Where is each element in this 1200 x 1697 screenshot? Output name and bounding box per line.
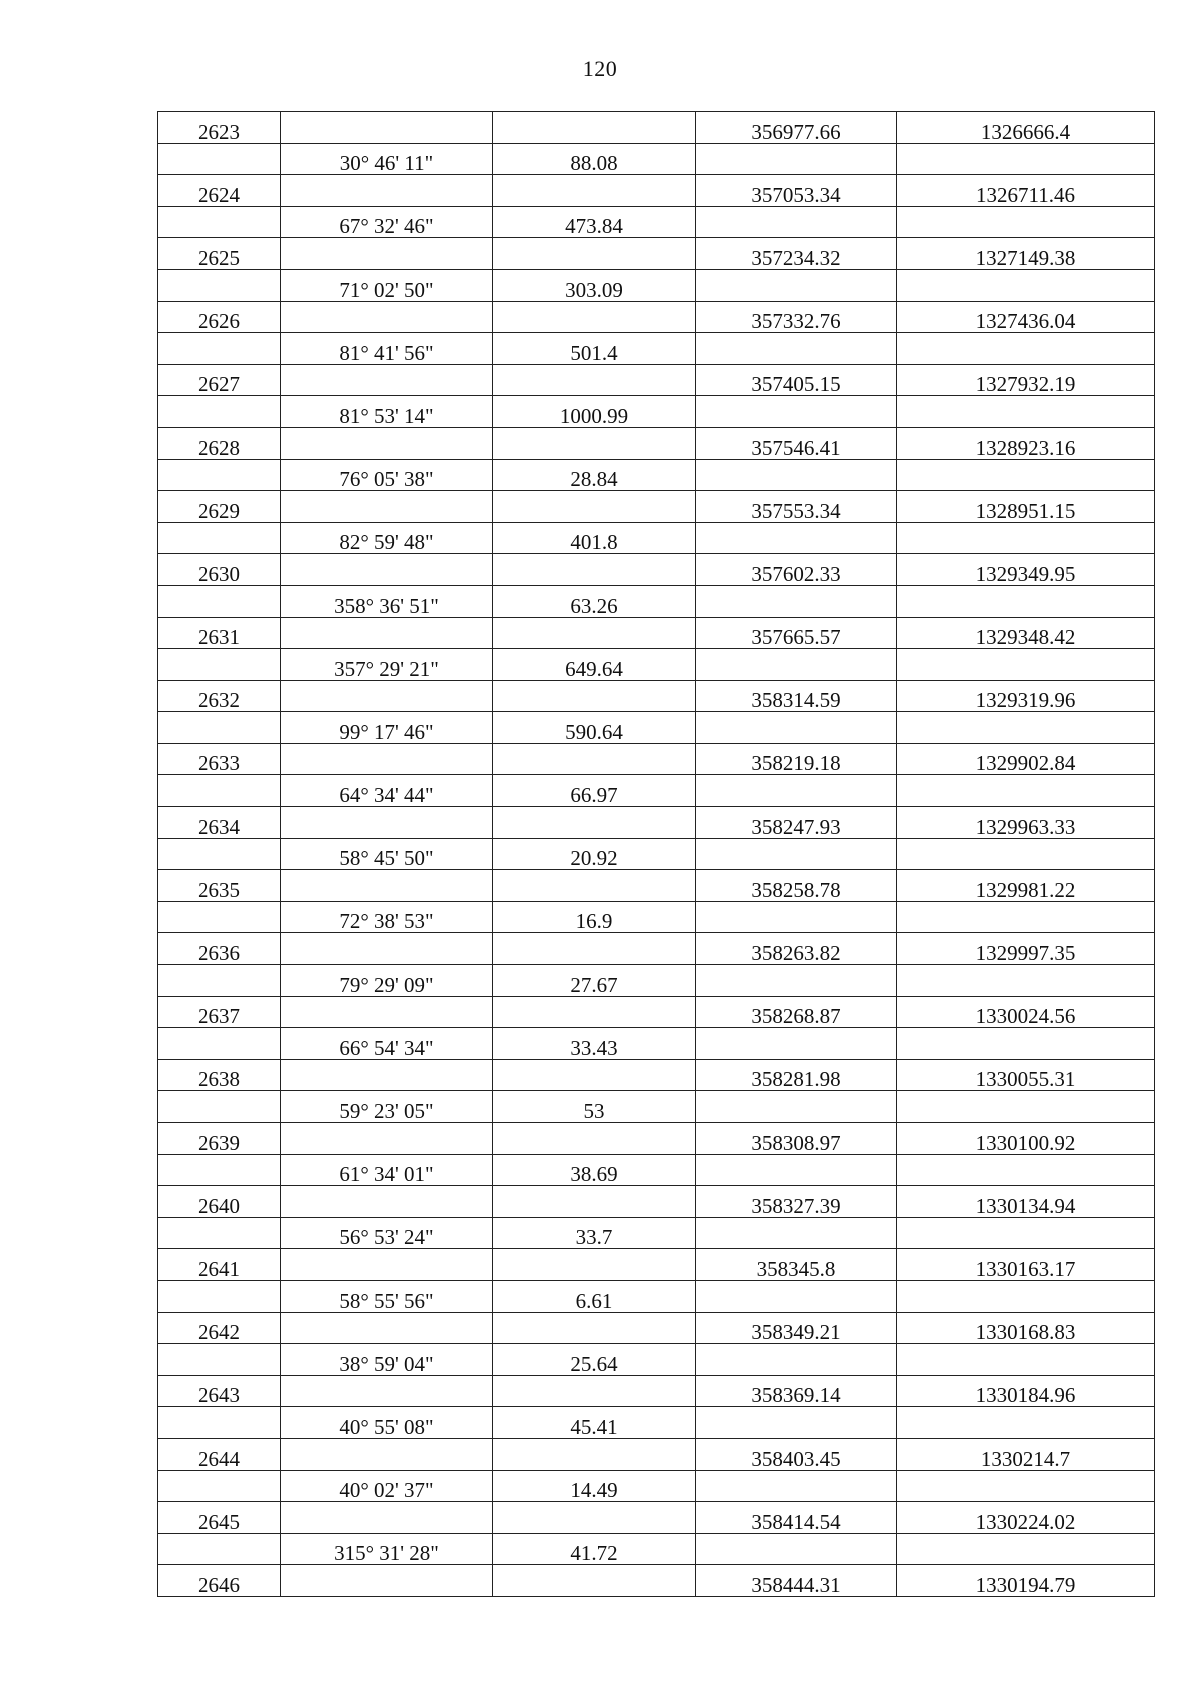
- bearing-angle-cell: 79° 29' 09": [281, 965, 493, 997]
- distance-cell: 53: [493, 1091, 696, 1123]
- empty-cell: [897, 1091, 1155, 1123]
- empty-cell: [493, 175, 696, 207]
- empty-cell: [281, 807, 493, 839]
- x-coordinate-cell: 358444.31: [696, 1565, 897, 1597]
- distance-cell: 590.64: [493, 712, 696, 744]
- bearing-angle-cell: 30° 46' 11": [281, 143, 493, 175]
- point-number-cell: 2645: [158, 1502, 281, 1534]
- empty-cell: [281, 175, 493, 207]
- distance-cell: 1000.99: [493, 396, 696, 428]
- bearing-angle-cell: 61° 34' 01": [281, 1154, 493, 1186]
- point-row: [158, 680, 1155, 712]
- empty-cell: [897, 775, 1155, 807]
- point-row: [158, 1565, 1155, 1597]
- segment-row: [158, 1154, 1155, 1186]
- coordinates-table-body: [158, 112, 1155, 1597]
- distance-cell: 6.61: [493, 1280, 696, 1312]
- coordinates-table: [157, 111, 1155, 1597]
- empty-cell: [281, 1059, 493, 1091]
- bearing-angle-cell: 56° 53' 24": [281, 1217, 493, 1249]
- y-coordinate-cell: 1329997.35: [897, 933, 1155, 965]
- empty-cell: [493, 427, 696, 459]
- empty-cell: [696, 649, 897, 681]
- bearing-angle-cell: 358° 36' 51": [281, 585, 493, 617]
- point-row: [158, 364, 1155, 396]
- distance-cell: 473.84: [493, 206, 696, 238]
- y-coordinate-cell: 1330163.17: [897, 1249, 1155, 1281]
- x-coordinate-cell: 358314.59: [696, 680, 897, 712]
- bearing-angle-cell: 58° 55' 56": [281, 1280, 493, 1312]
- empty-cell: [493, 301, 696, 333]
- segment-row: [158, 1280, 1155, 1312]
- empty-cell: [158, 775, 281, 807]
- point-number-cell: 2631: [158, 617, 281, 649]
- distance-cell: 63.26: [493, 585, 696, 617]
- empty-cell: [158, 1091, 281, 1123]
- y-coordinate-cell: 1329319.96: [897, 680, 1155, 712]
- empty-cell: [158, 1470, 281, 1502]
- empty-cell: [281, 1312, 493, 1344]
- distance-cell: 28.84: [493, 459, 696, 491]
- point-row: [158, 743, 1155, 775]
- x-coordinate-cell: 358403.45: [696, 1438, 897, 1470]
- empty-cell: [158, 965, 281, 997]
- point-row: [158, 1123, 1155, 1155]
- empty-cell: [281, 238, 493, 270]
- point-row: [158, 301, 1155, 333]
- point-row: [158, 1312, 1155, 1344]
- y-coordinate-cell: 1329981.22: [897, 870, 1155, 902]
- segment-row: [158, 965, 1155, 997]
- point-row: [158, 1375, 1155, 1407]
- x-coordinate-cell: 357332.76: [696, 301, 897, 333]
- y-coordinate-cell: 1330224.02: [897, 1502, 1155, 1534]
- empty-cell: [897, 1154, 1155, 1186]
- x-coordinate-cell: 357602.33: [696, 554, 897, 586]
- bearing-angle-cell: 64° 34' 44": [281, 775, 493, 807]
- empty-cell: [897, 459, 1155, 491]
- bearing-angle-cell: 66° 54' 34": [281, 1028, 493, 1060]
- segment-row: [158, 1407, 1155, 1439]
- empty-cell: [897, 1028, 1155, 1060]
- distance-cell: 33.7: [493, 1217, 696, 1249]
- point-number-cell: 2634: [158, 807, 281, 839]
- bearing-angle-cell: 40° 02' 37": [281, 1470, 493, 1502]
- point-number-cell: 2629: [158, 491, 281, 523]
- empty-cell: [158, 838, 281, 870]
- empty-cell: [158, 522, 281, 554]
- empty-cell: [493, 554, 696, 586]
- empty-cell: [281, 617, 493, 649]
- point-number-cell: 2623: [158, 112, 281, 144]
- segment-row: [158, 1028, 1155, 1060]
- y-coordinate-cell: 1328951.15: [897, 491, 1155, 523]
- segment-row: [158, 333, 1155, 365]
- empty-cell: [281, 1438, 493, 1470]
- x-coordinate-cell: 358349.21: [696, 1312, 897, 1344]
- empty-cell: [158, 1344, 281, 1376]
- segment-row: [158, 1344, 1155, 1376]
- point-row: [158, 807, 1155, 839]
- x-coordinate-cell: 358414.54: [696, 1502, 897, 1534]
- x-coordinate-cell: 358268.87: [696, 996, 897, 1028]
- empty-cell: [493, 807, 696, 839]
- point-number-cell: 2625: [158, 238, 281, 270]
- point-row: [158, 238, 1155, 270]
- empty-cell: [696, 585, 897, 617]
- empty-cell: [493, 617, 696, 649]
- point-number-cell: 2636: [158, 933, 281, 965]
- x-coordinate-cell: 357234.32: [696, 238, 897, 270]
- x-coordinate-cell: 356977.66: [696, 112, 897, 144]
- empty-cell: [696, 1154, 897, 1186]
- empty-cell: [281, 933, 493, 965]
- empty-cell: [696, 143, 897, 175]
- distance-cell: 66.97: [493, 775, 696, 807]
- point-row: [158, 1186, 1155, 1218]
- empty-cell: [281, 1565, 493, 1597]
- empty-cell: [158, 901, 281, 933]
- bearing-angle-cell: 67° 32' 46": [281, 206, 493, 238]
- y-coordinate-cell: 1330168.83: [897, 1312, 1155, 1344]
- point-number-cell: 2644: [158, 1438, 281, 1470]
- empty-cell: [158, 269, 281, 301]
- y-coordinate-cell: 1330184.96: [897, 1375, 1155, 1407]
- empty-cell: [897, 1280, 1155, 1312]
- x-coordinate-cell: 357665.57: [696, 617, 897, 649]
- x-coordinate-cell: 358327.39: [696, 1186, 897, 1218]
- empty-cell: [493, 491, 696, 523]
- y-coordinate-cell: 1329902.84: [897, 743, 1155, 775]
- distance-cell: 27.67: [493, 965, 696, 997]
- distance-cell: 33.43: [493, 1028, 696, 1060]
- empty-cell: [493, 1565, 696, 1597]
- y-coordinate-cell: 1330134.94: [897, 1186, 1155, 1218]
- y-coordinate-cell: 1330194.79: [897, 1565, 1155, 1597]
- empty-cell: [696, 1280, 897, 1312]
- bearing-angle-cell: 357° 29' 21": [281, 649, 493, 681]
- empty-cell: [281, 554, 493, 586]
- empty-cell: [696, 965, 897, 997]
- empty-cell: [897, 1533, 1155, 1565]
- empty-cell: [493, 996, 696, 1028]
- bearing-angle-cell: 82° 59' 48": [281, 522, 493, 554]
- empty-cell: [696, 333, 897, 365]
- bearing-angle-cell: 59° 23' 05": [281, 1091, 493, 1123]
- bearing-angle-cell: 40° 55' 08": [281, 1407, 493, 1439]
- empty-cell: [897, 649, 1155, 681]
- segment-row: [158, 1091, 1155, 1123]
- empty-cell: [493, 1186, 696, 1218]
- point-number-cell: 2626: [158, 301, 281, 333]
- empty-cell: [281, 427, 493, 459]
- y-coordinate-cell: 1326711.46: [897, 175, 1155, 207]
- empty-cell: [158, 712, 281, 744]
- empty-cell: [158, 459, 281, 491]
- empty-cell: [493, 680, 696, 712]
- empty-cell: [158, 333, 281, 365]
- empty-cell: [158, 396, 281, 428]
- x-coordinate-cell: 358219.18: [696, 743, 897, 775]
- empty-cell: [158, 1217, 281, 1249]
- empty-cell: [493, 238, 696, 270]
- bearing-angle-cell: 38° 59' 04": [281, 1344, 493, 1376]
- segment-row: [158, 206, 1155, 238]
- distance-cell: 649.64: [493, 649, 696, 681]
- x-coordinate-cell: 358308.97: [696, 1123, 897, 1155]
- point-number-cell: 2633: [158, 743, 281, 775]
- empty-cell: [281, 491, 493, 523]
- y-coordinate-cell: 1328923.16: [897, 427, 1155, 459]
- x-coordinate-cell: 358281.98: [696, 1059, 897, 1091]
- empty-cell: [696, 775, 897, 807]
- point-number-cell: 2643: [158, 1375, 281, 1407]
- point-row: [158, 617, 1155, 649]
- distance-cell: 20.92: [493, 838, 696, 870]
- x-coordinate-cell: 358345.8: [696, 1249, 897, 1281]
- empty-cell: [158, 1407, 281, 1439]
- empty-cell: [696, 459, 897, 491]
- empty-cell: [897, 965, 1155, 997]
- empty-cell: [696, 712, 897, 744]
- empty-cell: [493, 1502, 696, 1534]
- x-coordinate-cell: 357553.34: [696, 491, 897, 523]
- y-coordinate-cell: 1330100.92: [897, 1123, 1155, 1155]
- empty-cell: [281, 1502, 493, 1534]
- y-coordinate-cell: 1327932.19: [897, 364, 1155, 396]
- empty-cell: [897, 1470, 1155, 1502]
- y-coordinate-cell: 1327149.38: [897, 238, 1155, 270]
- distance-cell: 88.08: [493, 143, 696, 175]
- point-number-cell: 2624: [158, 175, 281, 207]
- empty-cell: [158, 1028, 281, 1060]
- x-coordinate-cell: 358369.14: [696, 1375, 897, 1407]
- y-coordinate-cell: 1329348.42: [897, 617, 1155, 649]
- x-coordinate-cell: 358247.93: [696, 807, 897, 839]
- empty-cell: [493, 364, 696, 396]
- point-row: [158, 1502, 1155, 1534]
- x-coordinate-cell: 357053.34: [696, 175, 897, 207]
- empty-cell: [281, 112, 493, 144]
- empty-cell: [493, 1249, 696, 1281]
- point-row: [158, 491, 1155, 523]
- empty-cell: [897, 333, 1155, 365]
- distance-cell: 14.49: [493, 1470, 696, 1502]
- empty-cell: [897, 1217, 1155, 1249]
- point-number-cell: 2641: [158, 1249, 281, 1281]
- point-row: [158, 112, 1155, 144]
- empty-cell: [696, 522, 897, 554]
- point-row: [158, 1059, 1155, 1091]
- bearing-angle-cell: 99° 17' 46": [281, 712, 493, 744]
- empty-cell: [281, 1249, 493, 1281]
- segment-row: [158, 649, 1155, 681]
- empty-cell: [158, 649, 281, 681]
- empty-cell: [897, 522, 1155, 554]
- point-row: [158, 996, 1155, 1028]
- y-coordinate-cell: 1330055.31: [897, 1059, 1155, 1091]
- empty-cell: [696, 206, 897, 238]
- segment-row: [158, 1217, 1155, 1249]
- empty-cell: [493, 1312, 696, 1344]
- segment-row: [158, 901, 1155, 933]
- empty-cell: [493, 112, 696, 144]
- empty-cell: [281, 870, 493, 902]
- empty-cell: [493, 870, 696, 902]
- y-coordinate-cell: 1330214.7: [897, 1438, 1155, 1470]
- empty-cell: [158, 585, 281, 617]
- empty-cell: [158, 206, 281, 238]
- point-number-cell: 2627: [158, 364, 281, 396]
- point-number-cell: 2637: [158, 996, 281, 1028]
- empty-cell: [897, 396, 1155, 428]
- empty-cell: [281, 301, 493, 333]
- y-coordinate-cell: 1329349.95: [897, 554, 1155, 586]
- point-number-cell: 2632: [158, 680, 281, 712]
- empty-cell: [158, 143, 281, 175]
- segment-row: [158, 269, 1155, 301]
- empty-cell: [897, 1407, 1155, 1439]
- point-number-cell: 2638: [158, 1059, 281, 1091]
- y-coordinate-cell: 1330024.56: [897, 996, 1155, 1028]
- empty-cell: [493, 933, 696, 965]
- empty-cell: [897, 901, 1155, 933]
- empty-cell: [696, 1407, 897, 1439]
- distance-cell: 303.09: [493, 269, 696, 301]
- empty-cell: [158, 1533, 281, 1565]
- empty-cell: [281, 680, 493, 712]
- distance-cell: 41.72: [493, 1533, 696, 1565]
- point-number-cell: 2639: [158, 1123, 281, 1155]
- empty-cell: [897, 585, 1155, 617]
- empty-cell: [897, 143, 1155, 175]
- distance-cell: 45.41: [493, 1407, 696, 1439]
- x-coordinate-cell: 357546.41: [696, 427, 897, 459]
- x-coordinate-cell: 357405.15: [696, 364, 897, 396]
- empty-cell: [897, 838, 1155, 870]
- empty-cell: [696, 1344, 897, 1376]
- empty-cell: [696, 1091, 897, 1123]
- empty-cell: [696, 838, 897, 870]
- point-row: [158, 175, 1155, 207]
- distance-cell: 501.4: [493, 333, 696, 365]
- distance-cell: 38.69: [493, 1154, 696, 1186]
- point-number-cell: 2640: [158, 1186, 281, 1218]
- empty-cell: [493, 743, 696, 775]
- segment-row: [158, 1533, 1155, 1565]
- point-number-cell: 2635: [158, 870, 281, 902]
- empty-cell: [897, 269, 1155, 301]
- point-row: [158, 933, 1155, 965]
- empty-cell: [696, 1028, 897, 1060]
- bearing-angle-cell: 315° 31' 28": [281, 1533, 493, 1565]
- point-number-cell: 2642: [158, 1312, 281, 1344]
- empty-cell: [696, 1533, 897, 1565]
- segment-row: [158, 1470, 1155, 1502]
- empty-cell: [281, 1375, 493, 1407]
- distance-cell: 16.9: [493, 901, 696, 933]
- segment-row: [158, 838, 1155, 870]
- x-coordinate-cell: 358263.82: [696, 933, 897, 965]
- bearing-angle-cell: 81° 41' 56": [281, 333, 493, 365]
- segment-row: [158, 143, 1155, 175]
- empty-cell: [281, 743, 493, 775]
- point-number-cell: 2630: [158, 554, 281, 586]
- empty-cell: [493, 1375, 696, 1407]
- bearing-angle-cell: 71° 02' 50": [281, 269, 493, 301]
- empty-cell: [158, 1280, 281, 1312]
- segment-row: [158, 522, 1155, 554]
- empty-cell: [281, 1186, 493, 1218]
- empty-cell: [493, 1123, 696, 1155]
- segment-row: [158, 585, 1155, 617]
- y-coordinate-cell: 1326666.4: [897, 112, 1155, 144]
- page-number: 120: [582, 56, 618, 81]
- empty-cell: [158, 1154, 281, 1186]
- bearing-angle-cell: 72° 38' 53": [281, 901, 493, 933]
- point-row: [158, 427, 1155, 459]
- point-number-cell: 2646: [158, 1565, 281, 1597]
- y-coordinate-cell: 1327436.04: [897, 301, 1155, 333]
- empty-cell: [897, 1344, 1155, 1376]
- point-number-cell: 2628: [158, 427, 281, 459]
- point-row: [158, 1249, 1155, 1281]
- empty-cell: [696, 269, 897, 301]
- empty-cell: [281, 1123, 493, 1155]
- segment-row: [158, 459, 1155, 491]
- empty-cell: [696, 1217, 897, 1249]
- segment-row: [158, 775, 1155, 807]
- point-row: [158, 554, 1155, 586]
- empty-cell: [696, 396, 897, 428]
- distance-cell: 25.64: [493, 1344, 696, 1376]
- empty-cell: [493, 1059, 696, 1091]
- empty-cell: [897, 206, 1155, 238]
- bearing-angle-cell: 81° 53' 14": [281, 396, 493, 428]
- empty-cell: [696, 1470, 897, 1502]
- x-coordinate-cell: 358258.78: [696, 870, 897, 902]
- distance-cell: 401.8: [493, 522, 696, 554]
- bearing-angle-cell: 76° 05' 38": [281, 459, 493, 491]
- point-row: [158, 1438, 1155, 1470]
- empty-cell: [897, 712, 1155, 744]
- empty-cell: [281, 996, 493, 1028]
- segment-row: [158, 712, 1155, 744]
- point-row: [158, 870, 1155, 902]
- empty-cell: [696, 901, 897, 933]
- segment-row: [158, 396, 1155, 428]
- empty-cell: [493, 1438, 696, 1470]
- bearing-angle-cell: 58° 45' 50": [281, 838, 493, 870]
- empty-cell: [281, 364, 493, 396]
- y-coordinate-cell: 1329963.33: [897, 807, 1155, 839]
